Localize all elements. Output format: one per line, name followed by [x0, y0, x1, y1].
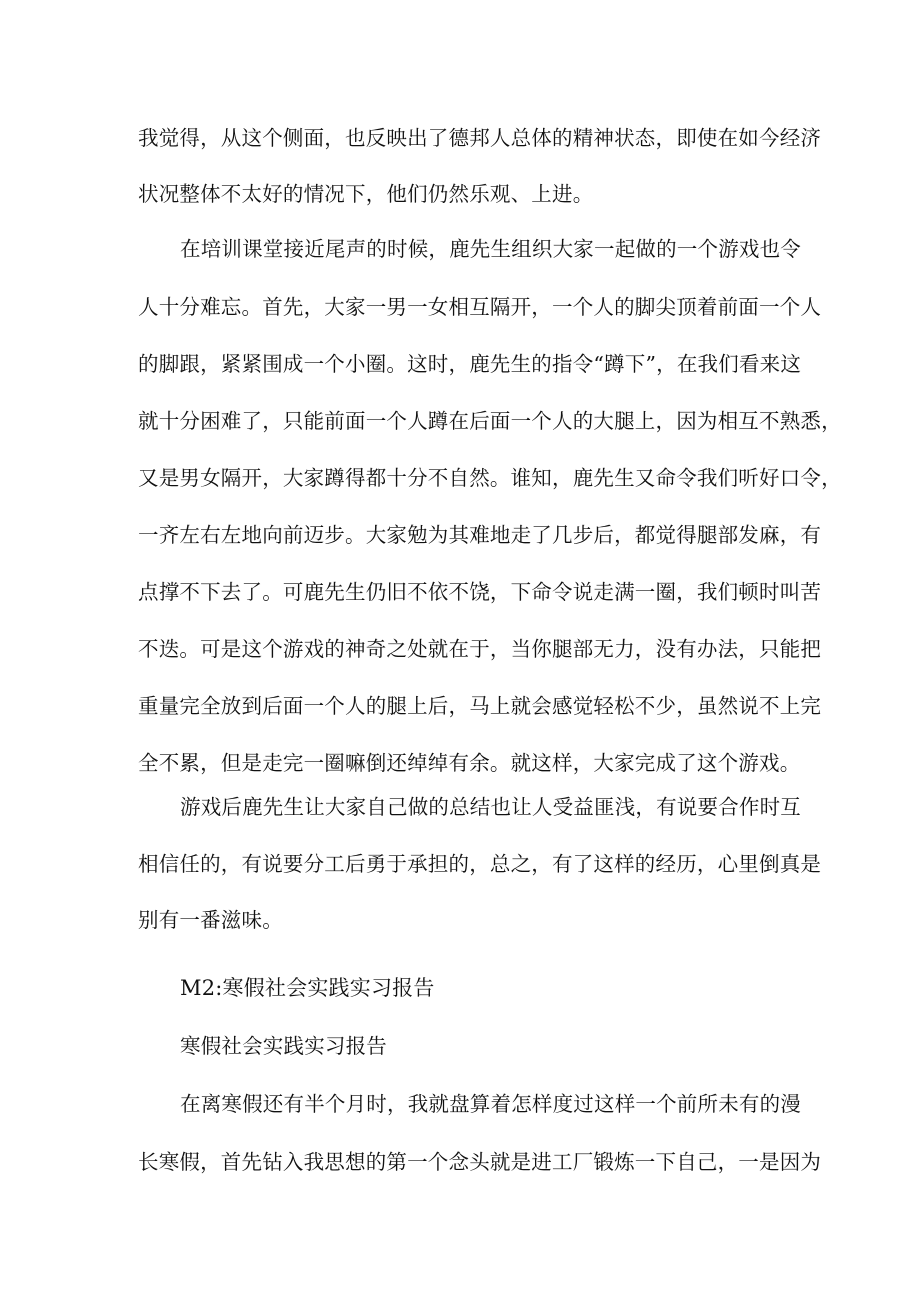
- paragraph-line: 一齐左右左地向前迈步。大家勉为其难地走了几步后，都觉得腿部发麻，有: [138, 523, 822, 547]
- paragraph-line: 人十分难忘。首先，大家一男一女相互隔开，一个人的脚尖顶着前面一个人: [138, 295, 822, 319]
- paragraph-line: 点撑不下去了。可鹿先生仍旧不依不饶，下命令说走满一圈，我们顿时叫苦: [138, 580, 822, 604]
- paragraph-line: 的脚跟，紧紧围成一个小圈。这时，鹿先生的指令“蹲下”，在我们看来这: [138, 352, 802, 376]
- paragraph-line: 别有一番滋味。: [138, 908, 283, 932]
- section-heading-text: M2:寒假社会实践实习报告: [180, 976, 435, 1000]
- paragraph-line: 就十分困难了，只能前面一个人蹲在后面一个人的大腿上，因为相互不熟悉，: [138, 409, 842, 433]
- paragraph-line: 全不累，但是走完一圈嘛倒还绰绰有余。就这样，大家完成了这个游戏。: [138, 751, 801, 775]
- paragraph-line: 我觉得，从这个侧面，也反映出了德邦人总体的精神状态，即使在如今经济: [138, 126, 822, 150]
- paragraph-line: 在离寒假还有半个月时，我就盘算着怎样度过这样一个前所未有的漫: [180, 1092, 801, 1116]
- subtitle-text: 寒假社会实践实习报告: [180, 1034, 387, 1058]
- paragraph-line: 在培训课堂接近尾声的时候，鹿先生组织大家一起做的一个游戏也令: [180, 237, 801, 261]
- paragraph-line: 相信任的，有说要分工后勇于承担的，总之，有了这样的经历，心里倒真是: [138, 852, 822, 876]
- paragraph-line: 又是男女隔开，大家蹲得都十分不自然。谁知，鹿先生又命令我们听好口令，: [138, 466, 842, 490]
- paragraph-line: 重量完全放到后面一个人的腿上后，马上就会感觉轻松不少，虽然说不上完: [138, 694, 822, 718]
- paragraph-line: 游戏后鹿先生让大家自己做的总结也让人受益匪浅，有说要合作时互: [180, 795, 801, 819]
- paragraph-line: 状况整体不太好的情况下，他们仍然乐观、上进。: [138, 182, 594, 206]
- paragraph-line: 不迭。可是这个游戏的神奇之处就在于，当你腿部无力，没有办法，只能把: [138, 637, 822, 661]
- paragraph-line: 长寒假，首先钻入我思想的第一个念头就是进工厂锻炼一下自己，一是因为: [138, 1150, 822, 1174]
